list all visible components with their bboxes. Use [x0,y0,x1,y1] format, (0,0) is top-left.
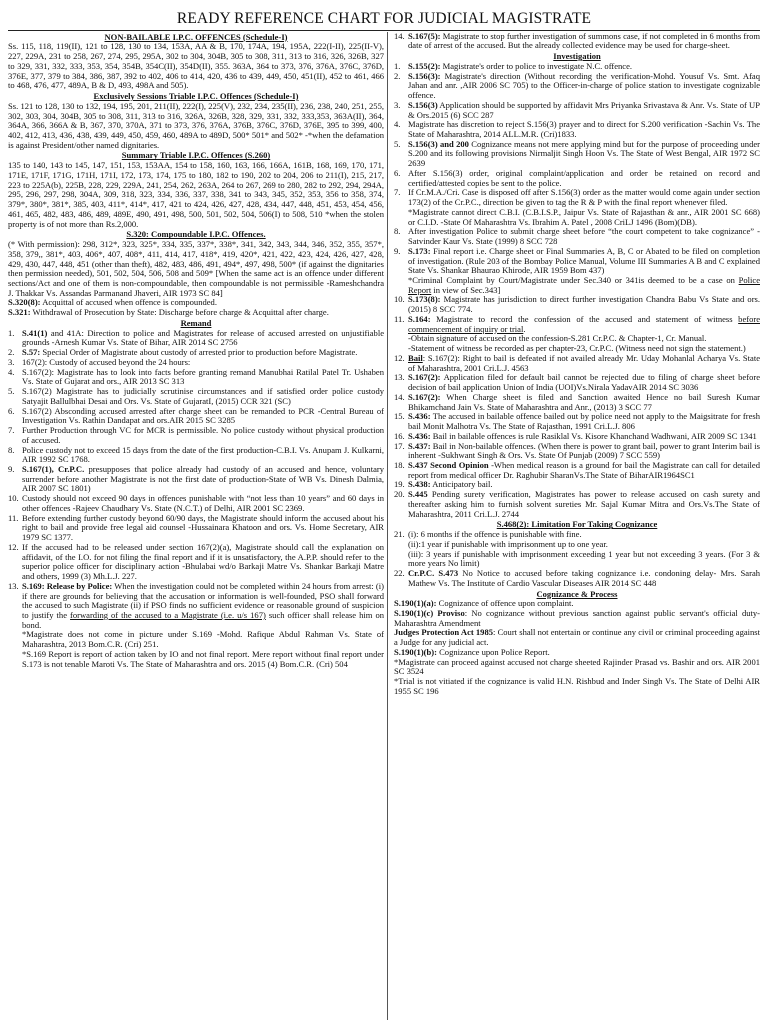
item-text: Magistrate has jurisdiction to direct further investigation Chandra Babu Vs State and ors. (2015) 8 SCC 774. [408,294,760,315]
item-label: S.436: [408,430,431,441]
item-label: Cr.P.C. S.473 [408,568,459,579]
item-text: Before extending further custody beyond 60/90 days, the Magistrate should inform the accused about his right to bail and provide free legal aid counsel -Hussainara Khatoon and ors. Vs. Home Secretary, AIR 1979 SC 1377. [22,512,384,543]
investigation-list [394,62,760,354]
item-body [22,582,384,670]
item-body [408,393,760,412]
bail-item [394,373,760,392]
item-text: Magistrate's direction (Without recording the verification-Mohd. Yousuf Vs. Smt. Afaq Jahan and anr. ,AIR 2006 SC 705) to the Officer-in-charge of police station to investigate cognizable offence. [408,70,760,101]
item-text: Magistrate to stop further investigation of summons case, if not completed in 6 months from date of arrest of the accused. But the already collected evidence may be used for charge-sheet. [408,30,760,51]
item-text: Application should be supported by affidavit Mrs Priyanka Srivastava & Anr. Vs. State of UP & Ors.2015 (6) SCC 287 [408,99,760,120]
cognizance-para-2 [394,609,760,628]
item-text: If the accused had to be released under section 167(2)(a), Magistrate should call the explanation on affidavit, of the I.O. for not filing the final report and if it is unsatisfactory, the A.P.P. should refer to the superior police officer for disciplinary action -Bhulabai wd/o Barkaji Matre Vs. Shankar Barkaji Matre and others, 1999 (3) Mh.L.J. 227. [22,541,384,582]
s320-8-text: Acquittal of accused when offence is compounded. [40,297,217,308]
limitation-item-21 [394,530,760,569]
item-body [408,354,760,373]
item-text: presupposes that police already had custody of an accused and hence, voluntary surrender before another Magistrate is not the first date of production-State of WB Vs. Dinesh Dalmia, AIR 2007 SC 1801) [22,463,384,494]
item-number: 1. [394,60,401,71]
item-body [22,446,384,465]
item-label: S.167(2): [408,372,441,383]
item-number: 12. [8,541,19,552]
item-number: 13. [394,372,405,383]
item-label: S.173(8): [408,294,441,305]
para-text: Cognizance of offence upon complaint. [436,598,574,609]
remand-item [8,368,384,387]
item-body [22,543,384,582]
para-text: Cognizance upon Police Report. [436,646,550,657]
bail-list [394,354,760,519]
item-text-tail: such officer shall release him on bond. [22,609,385,630]
limitation-line: (ii):1 year if punishable with imprisonment up to one year. [408,538,608,549]
item-label: S.436: [408,411,431,422]
item-body [22,407,384,426]
item-body [408,412,760,431]
item-number: 8. [394,226,401,237]
bail-item [394,442,760,461]
investigation-item [394,101,760,120]
item-label: S.167(2): [408,391,441,402]
item-number: 22. [394,568,405,579]
item-body [22,426,384,445]
item-number: 1. [8,327,15,338]
remand-item-14 [394,32,760,51]
sessions-triable-text: Ss. 121 to 128, 130 to 132, 194, 195, 201, 211(II), 222(I), 225(V), 232, 234, 235(II), 236, 238, 240, 251, 255, 302, 303, 304, 304B, 305 to 308, 311, 313 to 316, 326A, 326B, 328, 329, 331, 332, 333,353, 363A(II), 364, 364A, 366, 366A & B, 367, 370, 370A, 371 to 373, 376, 376A, 376B, 376C, 376D, 376E, 395 to 399, 400, 402, 412, 413, 436, 438, 439, 449, 450, 459, 460, 489A to 489D, 500* 501* and 502* -*when the defamation is against President/other named dignitaries. [8,100,384,150]
item-number: 16. [394,430,405,441]
investigation-item [394,120,760,139]
remand-item [8,407,384,426]
non-bailable-text: Ss. 115, 118, 119(II), 121 to 128, 130 to 134, 153A, AA & B, 170, 174A, 194, 195A, 222(I-II), 225(II-V), 227, 229A, 231 to 258, 267, 274, 295, 295A, 302 to 304, 304B, 305 to 308, 311, 313 to 316, 326, 326B, 327 to 329, 331, 332, 333, 353, 354, 354B, 354C(II), 354D(II), 355. 363A, 364 to 373, 376, 376A, 376C, 376D, 376E, 377, 379 to 384, 386, 387, 392 to 402, 406 to 414, 420, 436 to 439, 449, 450, 451(II), 452 to 461, 466 to 468, 476, 477, 489A, B & D, 493, 498A and 505). [8,41,384,91]
para-label: Judges Protection Act 1985 [394,627,494,638]
item-number: 9. [394,245,401,256]
item-label: S.445 [408,489,428,500]
item-number: 5. [8,386,15,397]
item-text: After S.156(3) order, original complaint/application and order be retained on record and certified/attested copies be sent to the police. [408,167,760,188]
item-text: When the investigation could not be completed within 24 hours from arrest: (i) if there are grounds for believing that the accusation or information is well-founded, PSO shall forward the accused to such Magistrate (ii) if PSO finds no sufficient evidence or reasonable ground of suspicion to justify the [22,580,384,620]
item-text: S.167(2): Magistrate has to look into facts before granting remand Manubhai Ratilal Patel Tr. Ushaben Vs. State of Gujarat and ors., AIR 2013 SC 313 [22,366,384,387]
item-text: S.167(2) Absconding accused arrested after charge sheet can be remanded to PCR -Central Bureau of Investigation Vs. Rathin Dandapat and ors.AIR 2015 SC 3285 [22,405,384,426]
item-number: 6. [394,167,401,178]
item-text: and 41A: Direction to police and Magistrates for release of accused arrested on unjustifiable grounds -Arnesh Kumar Vs. State of Bihar, AIR 2014 SC 2756 [22,327,384,348]
item-body [408,490,760,519]
s321-label: S.321: [8,307,31,318]
cognizance-para-5: *Magistrate can proceed against accused not charge sheeted Rajinder Prasad vs. Bashir and ors. AIR 2001 SC 3524 [394,656,760,677]
investigation-item [394,140,760,169]
item-body [22,465,384,494]
remand-item [8,329,384,348]
item-body [408,101,760,120]
item-label: S.156(3) and 200 [408,138,469,149]
item-text: -When medical reason is a ground for bail the Magistrate can call for detailed report from medical officer Dr. Raghubir SharanVs.The State of BiharAIR1964SC1 [408,459,760,480]
two-column-body [8,32,760,1020]
item-number: 9. [8,463,15,474]
item-text: S.167(2) Magistrate has to judicially scrutinise circumstances and if satisfied order police custody Satyajit Ballulbhai Desai and Ors. Vs. State of GujaratI, (2015) CCR 321 (SC) [22,386,384,406]
investigation-item [394,227,760,246]
item-note: *Magistrate does not come in picture under S.169 -Mohd. Rafique Abdul Rahman Vs. State of Maharashtra, 2013 Bom.C.R. (Cri) 251. [22,629,384,650]
item-number: 15. [394,411,405,422]
item-number: 3. [394,99,401,110]
non-bailable-heading: NON-BAILABLE I.P.C. OFFENCES (Schedule-I) [104,31,288,42]
item-note: *Magistrate cannot direct C.B.I. (C.B.I.S.P., Jaipur Vs. State of Rajasthan & anr., AIR 2001 SC 668) or C.I.D. -State Of Maharashtra Vs. Ibrahim A. Patel , 2008 CriLJ 1496 (Bom)(DB). [408,206,760,227]
item-body [408,530,760,569]
item-text: Custody should not exceed 90 days in offences punishable with “not less than 10 years” and 60 days in other offences -Rajeev Chaudhary Vs. State (N.C.T.) of Delhi, AIR 2001 SC 2369. [22,493,384,513]
item-text: Magistrate's order to police to investigate N.C. offence. [440,60,633,71]
item-body [408,315,760,354]
item-number: 3. [8,356,15,367]
investigation-item [394,72,760,101]
item-note [408,276,760,295]
page-title: READY REFERENCE CHART FOR JUDICIAL MAGISTRATE [8,10,760,31]
cognizance-para-6: *Trial is not vitiated if the cognizance is valid H.N. Rishbud and Inder Singh Vs. The State of Delhi AIR 1955 SC 196 [394,676,760,696]
s321-text: Withdrawal of Prosecution by State: Discharge before charge & Acquittal after charge. [30,307,329,318]
s320-8-label: S.320(8): [8,297,41,308]
item-text: The accused in bailable offence bailed out by police need not apply to the Maigsitrate for fresh bail Monit Malhotra Vs. The State of Rajasthan, 1991 Cri.L.J. 806 [408,411,760,432]
investigation-item [394,188,760,227]
item-text: Bail in Non-bailable offences. (When there is power to grant bail, power to grant Interim bail is inherent -Sukhwant Singh & Ors. Vs. State Of Punjab (2009) 7 SCC 559) [408,440,760,461]
item-body [408,120,760,139]
item-number: 5. [394,138,401,149]
item-text: No Notice to accused before taking cognizance i.e. condoning delay- Mrs. Sarah Mathew Vs. The Institute of Cardio Vascular Diseases AIR 2014 SC 448 [408,568,761,588]
sessions-triable-heading: Exclusively Sessions Triable I.P.C. Offences (Schedule-I) [93,91,299,102]
item-body [408,140,760,169]
item-underlined-text: forwarding of the accused to a Magistrate (i.e. u/s 167) [70,609,266,620]
item-text: 167(2): Custody of accused beyond the 24 hours: [22,356,191,367]
item-number: 14. [394,30,405,41]
item-text: Police custody not to exceed 15 days from the date of the first production-C.B.I. Vs. Anupam J. Kulkarni, AIR 1992 SC 1768. [22,444,384,465]
item-body [408,442,760,461]
para-label: S.190(1)(c) Proviso [394,607,465,618]
item-number: 2. [8,347,15,358]
item-text: Magistrate to record the confession of the accused and statement of witness [430,313,739,324]
remand-item [8,387,384,406]
item-body [22,387,384,406]
item-underlined-text: before commencement of inquiry or trial [408,313,760,334]
item-number: 12. [394,352,405,363]
remand-item [8,514,384,543]
item-text: Pending surety verification, Magistrates has power to release accused on cash surety and thereafter asking him to furnish solvent sureties Mr. Sajal Kumar Mitra and Ors.Vs.The State of Maharashtra, 2011 Cri.L.J. 2744 [408,489,760,519]
item-number: 7. [8,425,15,436]
investigation-item [394,247,760,296]
limitation-list [394,530,760,588]
item-body [22,329,384,348]
item-body [22,494,384,513]
limitation-item-22 [394,569,760,588]
item-number: 8. [8,444,15,455]
bail-item [394,490,760,519]
item-number: 10. [394,294,405,305]
bail-item [394,354,760,373]
item-label: S.167(5): [408,30,441,41]
item-label: S.167(1), Cr.P.C. [22,463,85,474]
item-text: Cognizance means not mere applying mind but for the purpose of proceeding under S.200 and its following provisions Nirmaljit Singh Hoon Vs. The State of West Bengal, AIR 1972 SC 2639 [408,138,760,169]
item-text: Bail in bailable offences is rule Rasiklal Vs. Kisore Khanchand Wadhwani, AIR 2009 SC 1341 [430,430,757,441]
item-number: 13. [8,580,19,591]
limitation-line: (i): 6 months if the offence is punishable with fine. [408,529,582,540]
limitation-heading: S.468(2): Limitation For Taking Cognizance [496,519,658,530]
item-number: 21. [394,529,405,540]
remand-item [8,494,384,513]
item-number: 18. [394,459,405,470]
investigation-item [394,315,760,354]
item-text: If Cr.M.A./Cri. Case is disposed off after S.156(3) order as the matter would come again under section 173(2) of the Cr.P.C., direction be given to tag the R & P with the final report whenever filed. [408,187,760,208]
item-label: S.437: [408,440,431,451]
item-number: 10. [8,493,19,504]
item-label: S.173: [408,245,431,256]
item-label: S.156(3) [408,99,438,110]
compoundable-heading: S.320: Compoundable I.P.C. Offences. [126,229,266,240]
item-text: When Charge sheet is filed and Sanction awaited Hence no bail Suresh Kumar Bhikamchand Jain Vs. State of Maharashtra and Anr., (2013) 3 SCC 77 [408,391,760,412]
remand-continued-list [394,32,760,51]
item-label: S.155(2): [408,60,441,71]
right-column [388,32,760,1020]
para-label: S.190(1)(b): [394,646,437,657]
item-body [408,295,760,314]
item-text: : S.167(2): Right to bail is defeated if not availed already Mr. Uday Mohanlal Acharya Vs. State of Maharashtra, 2001 Cri.L.J. 4563 [408,352,760,373]
item-label: Bail [408,352,423,363]
remand-item [8,543,384,582]
item-body [408,169,760,188]
item-number: 11. [8,512,19,523]
item-body [408,188,760,227]
item-number: 4. [394,119,401,130]
s321-line [8,308,384,318]
item-number: 2. [394,70,401,81]
item-body [408,32,760,51]
item-note: -Statement of witness be recorded as per chapter-23, Cr.P.C. (Witness need not sign the statement.) [408,343,746,354]
item-number: 20. [394,489,405,500]
remand-heading: Remand [180,317,212,328]
item-text: Further Production through VC for MCR is permissible. No police custody without physical production of accused. [22,425,384,445]
item-text: Final report i.e. Charge sheet or Final Summaries A, B, C or Abated to be filed on completion of investigation. (Rule 203 of the Bombay Police Manual, Volume III Summaries A B and C explained State Vs. Shankar Bhaurao Khirode, AIR 1959 Bom 437) [408,245,760,276]
item-label: S.57: [22,347,41,358]
para-label: S.190(1)(a): [394,598,437,609]
left-column [8,32,388,1020]
item-number: 7. [394,187,401,198]
item-number: 19. [394,479,405,490]
para-text: : No cognizance without previous sanction against public servant's official duty-Maharashtra Amendment [394,607,761,628]
note-underlined-text: Police Report [408,275,760,295]
item-number: 14. [394,391,405,402]
remand-item-13 [8,582,384,670]
item-number: 6. [8,405,15,416]
item-note: *S.169 Report is report of action taken by IO and not final report. Mere report without final report under S.173 is not tenable Maroti Vs. The State of Maharashtra and ors. 2015 (4) Bom.C.R. (Cri) 504 [22,648,384,669]
item-label: S.156(3): [408,70,441,81]
item-body [408,373,760,392]
item-number: 4. [8,366,15,377]
item-label: S.437 Second Opinion [408,459,489,470]
item-body [408,227,760,246]
investigation-item [394,295,760,314]
investigation-heading: Investigation [553,51,601,62]
note-text: *Criminal Complaint by Court/Magistrate under Sec.340 or 341is deemed to be a case on [408,275,739,286]
bail-item [394,393,760,412]
remand-item [8,465,384,494]
investigation-item [394,169,760,188]
item-body [408,72,760,101]
cognizance-heading: Cognizance & Process [536,588,618,599]
summary-triable-heading: Summary Triable I.P.C. Offences (S.260) [121,150,271,161]
item-label: S.164: [408,313,431,324]
remand-item [8,426,384,445]
item-text: Magistrate has discretion to reject S.156(3) prayer and to direct for S.200 verification -Sachin Vs. The State of Maharashtra, 2014 ALL.M.R. (Cri)1833. [408,119,760,139]
bail-item [394,412,760,431]
item-body [408,247,760,296]
compoundable-text: (* With permission): 298, 312*, 323, 325*, 334, 335, 337*, 338*, 341, 342, 343, 344, 346, 352, 355, 357*, 358, 379,, 381*, 403, 406*, 407, 408*, 411, 414, 417, 418*, 419, 420*, 421, 422, 423, 424, 426, 427, 428, 429, 430, 447, 448, 451 (other than theft), 482, 483, 486, 491, 494*, 497, 498, 500* (if against the dignitaries then permission needed), 501, 502, 504, 506, 508 and 509* [When the same act is an offence under different sections/Act and one of them is non-compoundable, then compoundable is not permissible -Rameshchandra J. Thakkar Vs. Assandas Parmanand Jhaveri, AIR 1973 SC 84] [8,239,384,298]
item-body [408,461,760,480]
item-text: After investigation Police to submit charge sheet before “the court competent to take cognizance” -Satvinder Kaur Vs. State (1999) 8 SCC 728 [408,226,760,247]
item-number: 17. [394,440,405,451]
item-note: -Obtain signature of accused on the confession-S.281 Cr.P.C. & Chapter-1, Cr. Manual. [408,333,707,344]
bail-item [394,461,760,480]
remand-list [8,329,384,670]
item-body [22,514,384,543]
item-text: Special Order of Magistrate about custody of arrested prior to production before Magistrate. [40,347,358,358]
note-text-tail: in view of Sec.343] [431,284,501,295]
item-text-tail: . [523,323,526,334]
item-number: 11. [394,313,405,324]
item-label: S.438: [408,479,431,490]
item-text: Application filed for default bail cannot be rejected due to filing of charge sheet before decision of bail application Union of India (UOI)Vs.Nirala YadavAIR 2014 SC 3036 [408,372,760,393]
item-body [408,569,760,588]
limitation-line: (iii): 3 years if punishable with imprisonment exceeding 1 year but not exceeding 3 years. (For 3 & more years No limit) [408,548,760,569]
item-label: S.41(1) [22,327,48,338]
summary-triable-text: 135 to 140, 143 to 145, 147, 151, 153, 153AA, 154 to 158, 160, 163, 166, 166A, 161B, 168, 169, 170, 171, 171E, 171F, 171G, 171H, 171I, 172, 173, 174, 175 to 180, 182 to 190, 202 to 204, 206 to 211(I), 215, 217, 223 to 225A(b), 225B, 228, 229, 229A, 241, 254, 262, 263A, 264 to 267, 269 to 280, 282 to 292, 294, 294A, 295, 296, 297, 298, 304A, 309, 318, 323, 334, 336, 337, 338, 341 to 343, 345, 352, 353, 356 to 358, 374, 379*, 380*, 381*, 385, 403, 411*, 414*, 417, 421 to 424, 426, 427, 428, 434, 447, 448, 451, 453, 454, 456, 461, 465, 482, 483, 486, 489, 489E, 490, 491, 498, 500, 501, 502, 504, 506(I) to 508, 510 *when the stolen property is of not more than Rs.2,000. [8,160,384,229]
remand-item [8,446,384,465]
para-text: : Court shall not entertain or continue any civil or criminal proceeding against a Judge for any judicial act. [394,627,760,648]
item-label: S.169: Release by Police: [22,580,113,591]
item-body [22,368,384,387]
cognizance-para-3 [394,628,760,647]
item-text: Anticipatory bail. [430,479,493,490]
